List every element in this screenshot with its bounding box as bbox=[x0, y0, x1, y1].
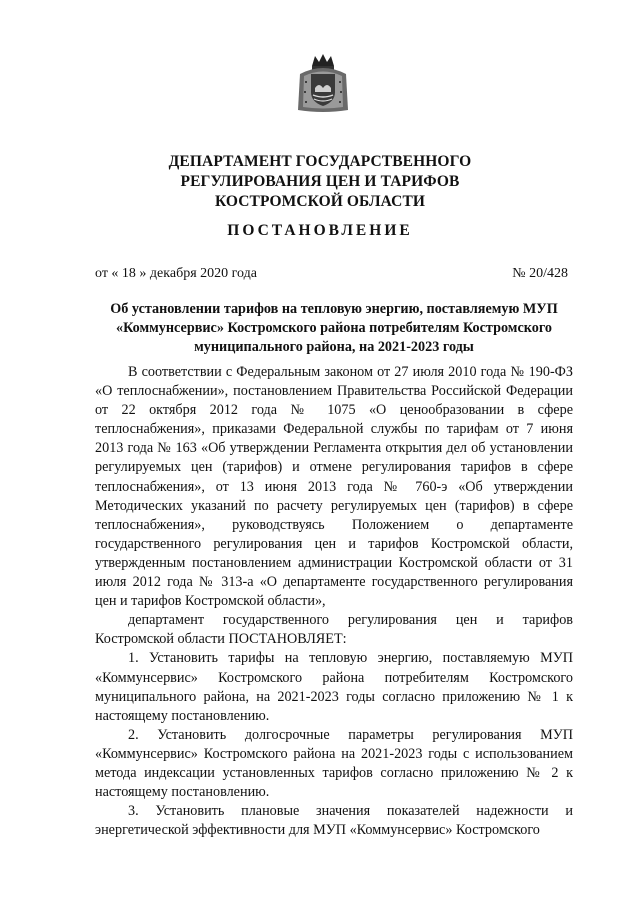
paragraph: 3. Установить плановые значения показателей надежности и энергетической эффективности для МУП «Коммунсервис» Костромского bbox=[95, 803, 573, 839]
paragraph: В соответствии с Федеральным законом от 27 июля 2010 года № 190-ФЗ «О теплоснабжении», постановлением Правительства Российской Федерации от 22 октября 2012 года № 1075 «О ценообразовании в сфере теплоснабжения», приказами Федеральной службы по тарифам от 7 июня 2013 года № 163 «Об утверждении Регламента открытия дел об установлении регулируемых цен (тарифов) и отмене регулирования тарифов в сфере теплоснабжения», от 13 июня 2013 года № 760-э «Об утверждении Методических указаний по расчету регулируемых цен (тарифов) в сфере теплоснабжения», руководствуясь Положением о департаменте государственного регулирования цен и тарифов Костромской области, утвержденным постановлением администрации Костромской области от 31 июля 2012 года № 313-а «О департаменте государственного регулирования цен и тарифов Костромской области», bbox=[95, 364, 573, 610]
header-line-2: РЕГУЛИРОВАНИЯ ЦЕН И ТАРИФОВ bbox=[180, 173, 460, 190]
document-date: от « 18 » декабря 2020 года bbox=[95, 266, 257, 281]
header-line-1: ДЕПАРТАМЕНТ ГОСУДАРСТВЕННОГО bbox=[168, 153, 472, 170]
paragraph: департамент государственного регулирования цен и тарифов Костромской области ПОСТАНОВЛЯЕТ: bbox=[95, 612, 573, 648]
paragraph: 2. Установить долгосрочные параметры регулирования МУП «Коммунсервис» Костромского района на 2021-2023 годы с использованием метода индексации установленных тарифов согласно приложению № 2 к настоящему постановлению. bbox=[95, 726, 573, 801]
department-header bbox=[0, 152, 640, 212]
paragraph: 1. Установить тарифы на тепловую энергию, поставляемую МУП «Коммунсервис» Костромского района потребителям Костромского муниципального района, на 2021-2023 годы согласно приложению № 1 к настоящему постановлению. bbox=[95, 650, 573, 724]
header-line-3: КОСТРОМСКОЙ ОБЛАСТИ bbox=[214, 193, 426, 210]
document-title: Об установлении тарифов на тепловую энергию, поставляемую МУП «Коммунсервис» Костромского района потребителям Костромского муниципального района, на 2021-2023 годы bbox=[110, 301, 558, 355]
document-number: № 20/428 bbox=[512, 266, 568, 281]
document-type: ПОСТАНОВЛЕНИЕ bbox=[227, 222, 413, 239]
kostroma-coat-of-arms-icon bbox=[296, 52, 350, 114]
document-body bbox=[95, 363, 573, 840]
